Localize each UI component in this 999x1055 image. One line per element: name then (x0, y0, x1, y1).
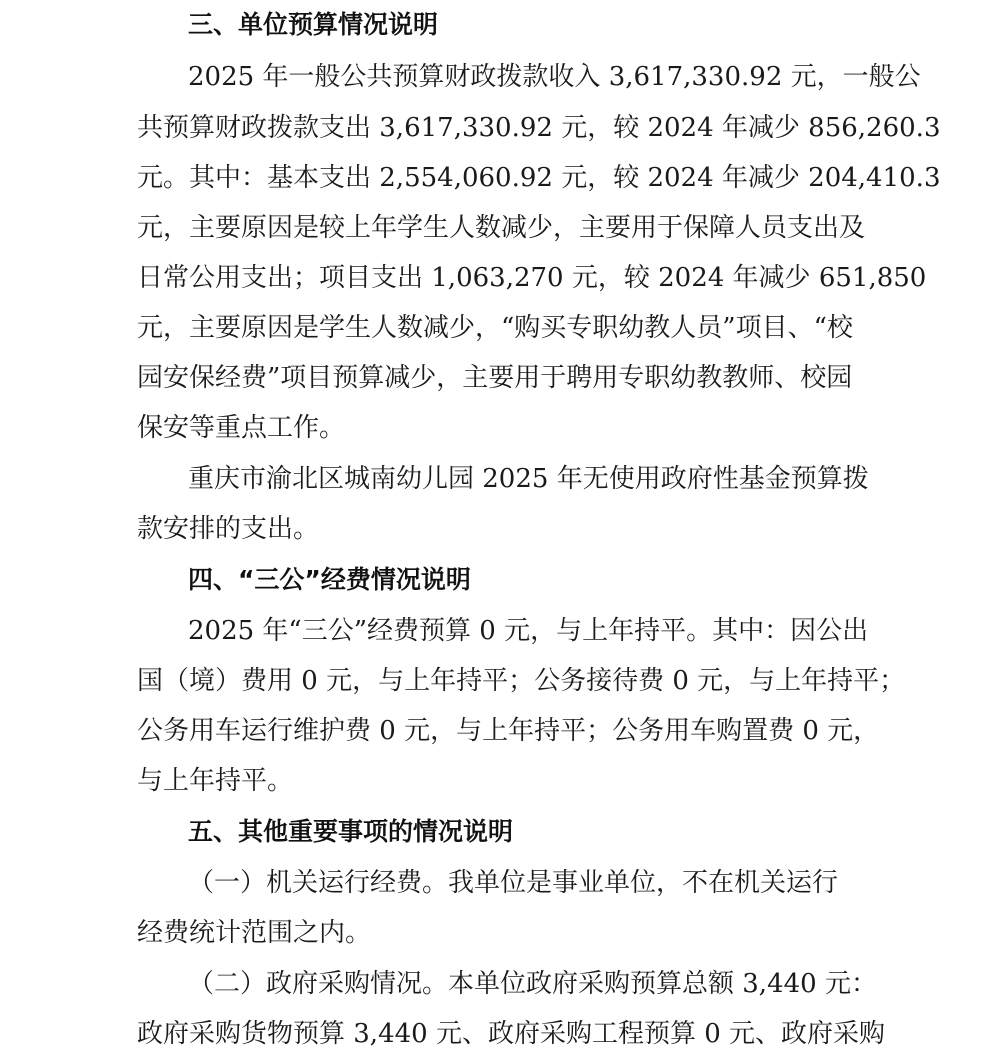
paragraph-line: 元。其中：基本支出 2,554,060.92 元，较 2024 年减少 204,410.3 (137, 163, 941, 193)
section-heading-three-public: 四、“三公”经费情况说明 (188, 565, 471, 594)
paragraph-line: 园安保经费”项目预算减少，主要用于聘用专职幼教教师、校园 (137, 363, 853, 393)
paragraph-line: 款安排的支出。 (137, 514, 320, 544)
paragraph-line: 日常公用支出；项目支出 1,063,270 元，较 2024 年减少 651,850 (137, 263, 927, 293)
paragraph-line: 经费统计范围之内。 (137, 918, 372, 948)
paragraph-line: 2025 年一般公共预算财政拨款收入 3,617,330.92 元，一般公 (188, 62, 921, 92)
paragraph-line: 与上年持平。 (137, 766, 294, 796)
paragraph-line: 保安等重点工作。 (137, 413, 346, 443)
section-heading-budget: 三、单位预算情况说明 (188, 10, 439, 39)
paragraph-line: 政府采购货物预算 3,440 元、政府采购工程预算 0 元、政府采购 (137, 1019, 886, 1049)
paragraph-line: 公务用车运行维护费 0 元，与上年持平；公务用车购置费 0 元， (137, 716, 880, 746)
section-heading-other-matters: 五、其他重要事项的情况说明 (188, 817, 514, 846)
paragraph-line: 2025 年“三公”经费预算 0 元，与上年持平。其中：因公出 (188, 616, 869, 646)
paragraph-line: 国（境）费用 0 元，与上年持平；公务接待费 0 元，与上年持平； (137, 666, 906, 696)
paragraph-line: 元，主要原因是较上年学生人数减少，主要用于保障人员支出及 (137, 213, 866, 243)
paragraph-line: （二）政府采购情况。本单位政府采购预算总额 3,440 元： (188, 969, 877, 999)
paragraph-line: （一）机关运行经费。我单位是事业单位，不在机关运行 (188, 868, 839, 898)
paragraph-line: 共预算财政拨款支出 3,617,330.92 元，较 2024 年减少 856,260.3 (137, 113, 941, 143)
paragraph-line: 元，主要原因是学生人数减少，“购买专职幼教人员”项目、“校 (137, 313, 853, 343)
paragraph-line: 重庆市渝北区城南幼儿园 2025 年无使用政府性基金预算拨 (188, 464, 869, 494)
